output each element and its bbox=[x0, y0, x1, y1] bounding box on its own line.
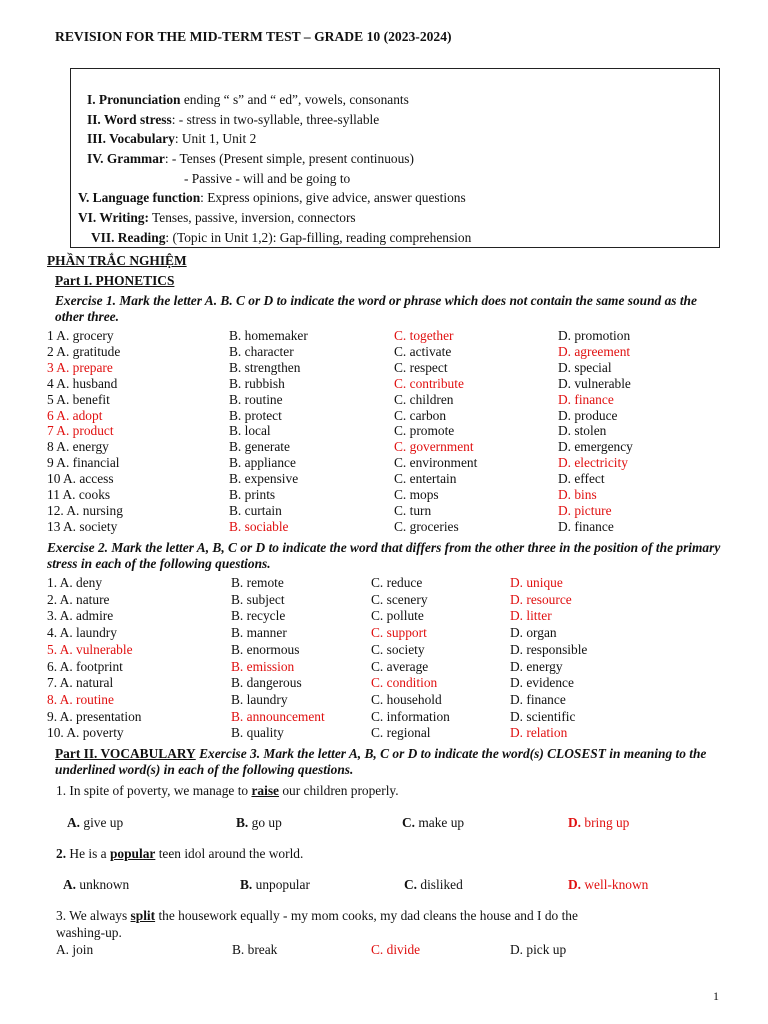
option-b: B. expensive bbox=[229, 471, 299, 487]
question-row bbox=[0, 625, 768, 641]
option-c: C. divide bbox=[371, 942, 421, 957]
option-d: D. unique bbox=[510, 575, 563, 590]
option-d: D. finance bbox=[558, 391, 614, 407]
option-a: 10 A. access bbox=[47, 471, 114, 487]
option-b: B. generate bbox=[229, 439, 290, 455]
option-c: C. household bbox=[371, 691, 442, 707]
option-c: C. pollute bbox=[371, 608, 424, 624]
outline-line: V. Language function: Express opinions, give advice, answer questions bbox=[78, 190, 466, 205]
option-c: C. reduce bbox=[371, 575, 423, 590]
section-heading: PHẦN TRẮC NGHIỆM bbox=[47, 253, 187, 268]
option-b: B. enormous bbox=[231, 641, 300, 657]
exercise-instruction bbox=[55, 746, 727, 778]
question-row bbox=[0, 471, 768, 487]
outline-line: - Passive - will and be going to bbox=[184, 171, 351, 186]
option-d: D. energy bbox=[510, 658, 563, 674]
option-d: D. pick up bbox=[510, 942, 567, 957]
page-number: 1 bbox=[713, 989, 719, 1003]
option-c: C. government bbox=[394, 439, 474, 455]
option-b: B. prints bbox=[229, 487, 276, 502]
option-c: C. carbon bbox=[394, 407, 447, 423]
option-d: D. emergency bbox=[558, 439, 633, 455]
option-d: D. effect bbox=[558, 471, 605, 487]
question-row bbox=[0, 692, 768, 708]
option-a: A. give up bbox=[67, 815, 124, 830]
outline-line: VII. Reading: (Topic in Unit 1,2): Gap-filling, reading comprehension bbox=[91, 230, 472, 245]
option-d: D. agreement bbox=[558, 343, 631, 359]
question-row bbox=[0, 725, 768, 741]
option-b: B. manner bbox=[231, 625, 287, 641]
option-d: D. organ bbox=[510, 625, 557, 641]
question-row bbox=[0, 503, 768, 519]
outline-line: III. Vocabulary: Unit 1, Unit 2 bbox=[87, 131, 257, 146]
option-d: D. resource bbox=[510, 591, 572, 607]
option-b: B. announcement bbox=[231, 708, 325, 724]
option-a: 6. A. footprint bbox=[47, 658, 123, 674]
option-a: 1 A. grocery bbox=[47, 328, 114, 343]
option-a: A. join bbox=[56, 942, 94, 957]
option-b: B. strengthen bbox=[229, 359, 301, 375]
option-c: C. contribute bbox=[394, 375, 464, 391]
option-b: B. quality bbox=[231, 725, 284, 741]
option-a: 12. A. nursing bbox=[47, 502, 123, 518]
question-row bbox=[0, 487, 768, 503]
option-d: D. bring up bbox=[568, 815, 630, 830]
option-a: 5. A. vulnerable bbox=[47, 641, 133, 657]
question-3-continued: washing-up. bbox=[56, 925, 122, 940]
option-a: 7. A. natural bbox=[47, 675, 114, 691]
option-c: C. entertain bbox=[394, 471, 457, 487]
question-row bbox=[0, 392, 768, 408]
question-row bbox=[0, 376, 768, 392]
option-c: C. condition bbox=[371, 675, 438, 691]
option-a: 4. A. laundry bbox=[47, 625, 117, 641]
option-d: D. stolen bbox=[558, 423, 607, 439]
option-c: C. society bbox=[371, 641, 425, 657]
option-c: C. scenery bbox=[371, 591, 428, 607]
option-c: C. make up bbox=[402, 815, 465, 830]
option-d: D. responsible bbox=[510, 641, 588, 657]
option-b: B. sociable bbox=[229, 518, 289, 534]
topics-outline-box bbox=[70, 68, 720, 248]
option-a: A. unknown bbox=[63, 877, 130, 892]
outline-line: IV. Grammar: - Tenses (Present simple, present continuous) bbox=[87, 151, 414, 166]
option-c: C. mops bbox=[394, 487, 439, 502]
question-row bbox=[0, 455, 768, 471]
option-a: 5 A. benefit bbox=[47, 391, 110, 407]
question-row bbox=[0, 423, 768, 439]
question-row bbox=[0, 519, 768, 535]
question-row bbox=[0, 360, 768, 376]
option-b: B. dangerous bbox=[231, 675, 302, 691]
option-b: B. remote bbox=[231, 575, 284, 590]
option-b: B. protect bbox=[229, 407, 282, 423]
option-a: 8 A. energy bbox=[47, 439, 109, 455]
question-row bbox=[0, 592, 768, 608]
option-a: 1. A. deny bbox=[47, 575, 103, 590]
option-d: D. electricity bbox=[558, 455, 628, 471]
option-a: 10. A. poverty bbox=[47, 725, 124, 741]
part-heading: Part II. VOCABULARY bbox=[55, 746, 196, 761]
underlined-word: popular bbox=[109, 846, 156, 861]
option-c: C. information bbox=[371, 708, 450, 724]
option-c: C. together bbox=[394, 328, 454, 343]
option-d: D. produce bbox=[558, 407, 618, 423]
exercise-instruction: Exercise 1. Mark the letter A. B. C or D to indicate the word or phrase which does not contain the same sound as the other three. bbox=[55, 293, 697, 324]
option-d: D. promotion bbox=[558, 328, 631, 343]
option-d: D. vulnerable bbox=[558, 375, 631, 391]
question-row bbox=[0, 328, 768, 344]
option-c: C. average bbox=[371, 658, 429, 674]
question-3: 3. We always split the housework equally - my mom cooks, my dad cleans the house and I do the bbox=[56, 908, 578, 923]
option-b: B. break bbox=[232, 942, 278, 957]
question-row bbox=[0, 659, 768, 675]
question-row bbox=[0, 642, 768, 658]
exercise-3-instruction: Exercise 3. Mark the letter A, B, C or D to indicate the word(s) CLOSEST in meaning to the underlined word(s) in each of the following questions. bbox=[55, 746, 707, 777]
page-title: REVISION FOR THE MID-TERM TEST – GRADE 10 (2023-2024) bbox=[55, 29, 452, 44]
option-b: B. recycle bbox=[231, 608, 286, 624]
option-a: 4 A. husband bbox=[47, 375, 118, 391]
option-d: D. picture bbox=[558, 502, 612, 518]
option-b: B. character bbox=[229, 343, 294, 359]
option-a: 2. A. nature bbox=[47, 591, 110, 607]
option-a: 11 A. cooks bbox=[47, 487, 111, 502]
question-row bbox=[0, 709, 768, 725]
option-c: C. respect bbox=[394, 359, 448, 375]
option-a: 3. A. admire bbox=[47, 608, 114, 624]
question-row bbox=[0, 675, 768, 691]
option-c: C. children bbox=[394, 391, 454, 407]
question-row bbox=[0, 439, 768, 455]
outline-line: I. Pronunciation ending “ s” and “ ed”, vowels, consonants bbox=[87, 92, 409, 107]
option-b: B. unpopular bbox=[240, 877, 310, 892]
question-row bbox=[0, 408, 768, 424]
question-row bbox=[0, 344, 768, 360]
option-c: C. activate bbox=[394, 343, 452, 359]
option-a: 13 A. society bbox=[47, 518, 118, 534]
option-a: 9 A. financial bbox=[47, 455, 120, 471]
option-b: B. go up bbox=[236, 815, 282, 830]
option-b: B. rubbish bbox=[229, 375, 285, 391]
option-a: 8. A. routine bbox=[47, 691, 114, 707]
option-d: D. relation bbox=[510, 725, 568, 741]
question-row bbox=[0, 608, 768, 624]
option-d: D. special bbox=[558, 359, 612, 375]
option-b: B. local bbox=[229, 423, 271, 439]
option-d: D. scientific bbox=[510, 708, 576, 724]
outline-line: II. Word stress: - stress in two-syllable, three-syllable bbox=[87, 112, 380, 127]
option-b: B. subject bbox=[231, 591, 285, 607]
option-a: 7 A. product bbox=[47, 423, 114, 439]
question-1: 1. In spite of poverty, we manage to raise our children properly. bbox=[56, 783, 399, 798]
option-b: B. routine bbox=[229, 391, 283, 407]
option-b: B. curtain bbox=[229, 502, 282, 518]
option-d: D. litter bbox=[510, 608, 552, 624]
option-d: D. finance bbox=[558, 518, 614, 534]
option-c: C. regional bbox=[371, 725, 431, 741]
part-heading: Part I. PHONETICS bbox=[55, 273, 175, 288]
underlined-word: split bbox=[130, 908, 156, 923]
option-c: C. support bbox=[371, 625, 427, 641]
option-a: 3 A. prepare bbox=[47, 359, 113, 375]
option-d: D. finance bbox=[510, 691, 566, 707]
option-a: 6 A. adopt bbox=[47, 407, 103, 423]
option-c: C. turn bbox=[394, 502, 432, 518]
exercise-instruction: Exercise 2. Mark the letter A, B, C or D to indicate the word that differs from the other three in the position of the primary stress in each of the following questions. bbox=[47, 540, 721, 571]
option-c: C. disliked bbox=[404, 877, 463, 892]
option-d: D. evidence bbox=[510, 675, 574, 691]
option-b: B. laundry bbox=[231, 691, 288, 707]
option-c: C. promote bbox=[394, 423, 455, 439]
option-b: B. emission bbox=[231, 658, 295, 674]
outline-line: VI. Writing: Tenses, passive, inversion, connectors bbox=[78, 210, 356, 225]
option-d: D. well-known bbox=[568, 877, 649, 892]
question-row bbox=[0, 575, 768, 591]
option-c: C. environment bbox=[394, 455, 478, 471]
option-b: B. homemaker bbox=[229, 328, 308, 343]
option-b: B. appliance bbox=[229, 455, 296, 471]
question-2: 2. He is a popular teen idol around the world. bbox=[56, 846, 304, 861]
underlined-word: raise bbox=[251, 783, 279, 798]
option-c: C. groceries bbox=[394, 518, 459, 534]
option-d: D. bins bbox=[558, 487, 597, 502]
option-a: 9. A. presentation bbox=[47, 708, 142, 724]
option-a: 2 A. gratitude bbox=[47, 343, 121, 359]
